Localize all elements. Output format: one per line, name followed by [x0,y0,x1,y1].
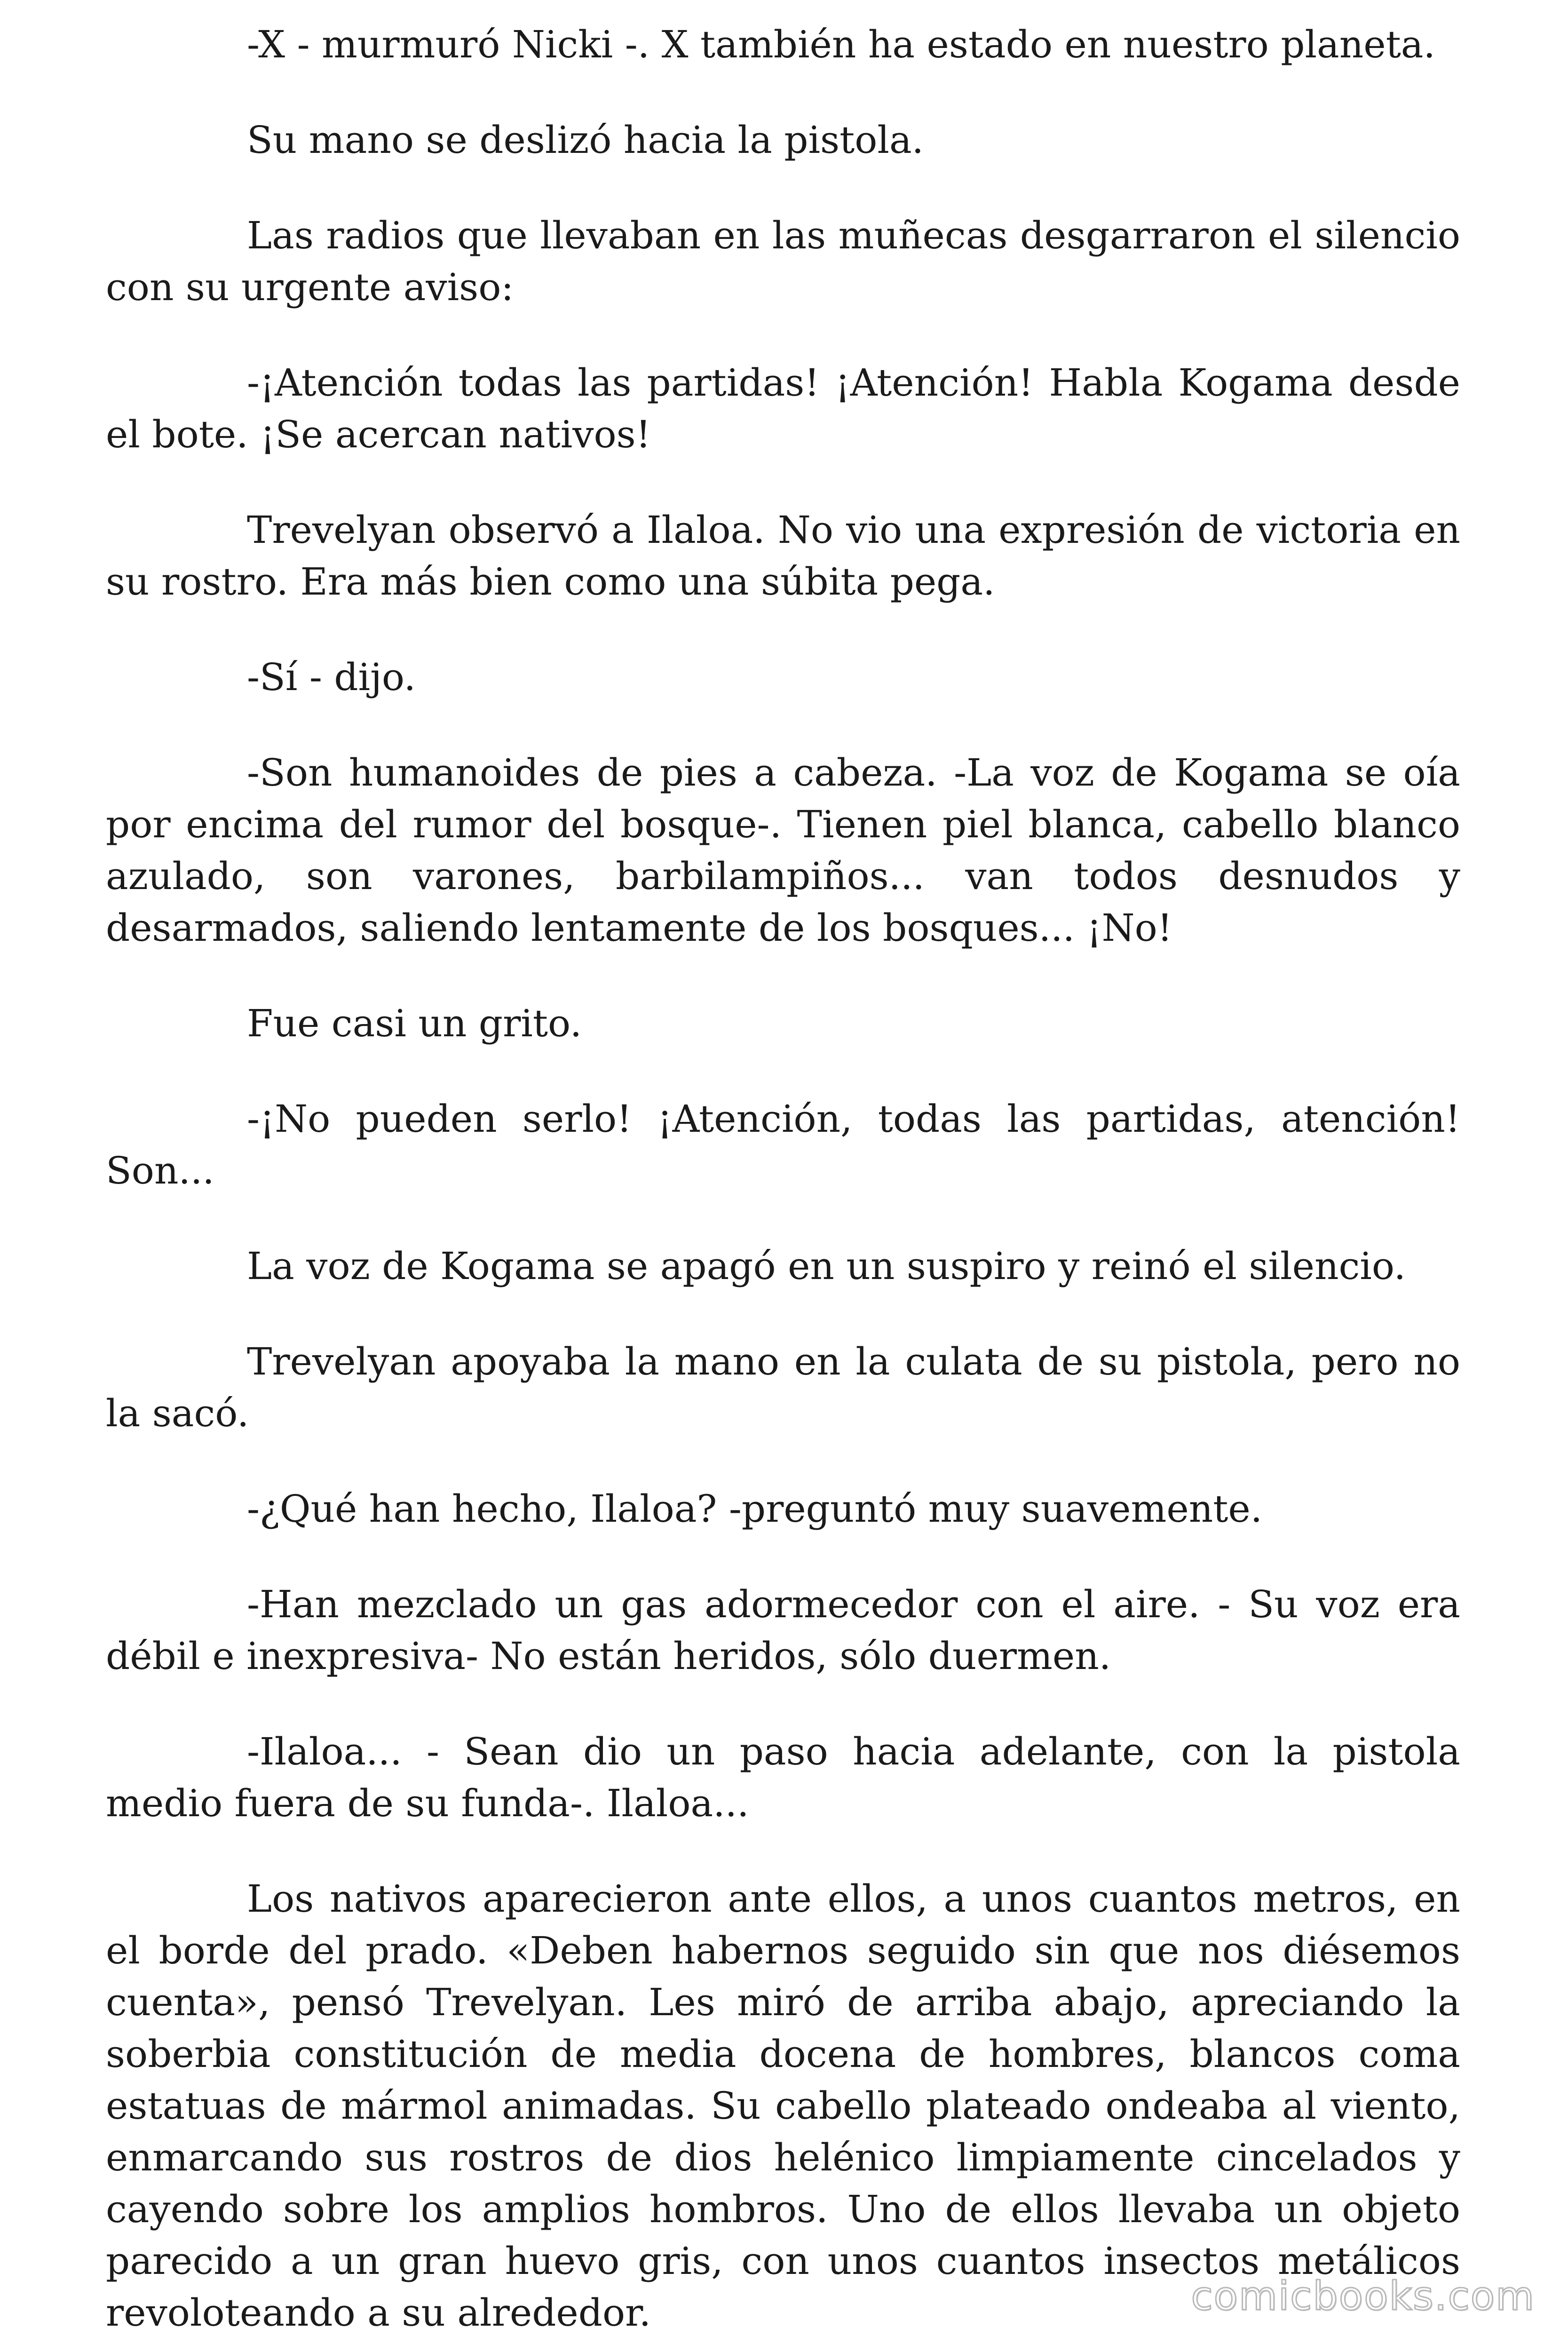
paragraph-7: -Son humanoides de pies a cabeza. -La voz de Kogama se oía por encima del rumor del bosque-. Tienen piel blanca, cabello blanco azulado, son varones, barbilampiños... van todos desnudos y desarmados, saliendo lentamente de los bosques... ¡No! [106,751,1460,950]
paragraph-9: -¡No pueden serlo! ¡Atención, todas las partidas, atención! Son... [106,1097,1460,1192]
paragraph-6: -Sí - dijo. [247,655,416,699]
paragraph-13: -Han mezclado un gas adormecedor con el aire. - Su voz era débil e inexpresiva- No están heridos, sólo duermen. [106,1582,1460,1678]
paragraph-11: Trevelyan apoyaba la mano en la culata de su pistola, pero no la sacó. [106,1340,1460,1435]
watermark: comicbooks.com [1191,2273,1535,2319]
paragraph-12: -¿Qué han hecho, Ilaloa? -preguntó muy suavemente. [247,1487,1263,1531]
paragraph-2: Su mano se deslizó hacia la pistola. [247,118,924,162]
paragraph-14: -Ilaloa... - Sean dio un paso hacia adelante, con la pistola medio fuera de su funda-. Ilaloa... [106,1730,1460,1825]
paragraph-1: -X - murmuró Nicki -. X también ha estado en nuestro planeta. [247,23,1435,66]
paragraph-4: -¡Atención todas las partidas! ¡Atención! Habla Kogama desde el bote. ¡Se acercan nativos! [106,361,1460,456]
body-text [106,19,1460,2352]
paragraph-5: Trevelyan observó a Ilaloa. No vio una expresión de victoria en su rostro. Era más bien como una súbita pega. [106,508,1460,604]
paragraph-3: Las radios que llevaban en las muñecas desgarraron el silencio con su urgente aviso: [106,214,1460,309]
paragraph-15: Los nativos aparecieron ante ellos, a unos cuantos metros, en el borde del prado. «Deben habernos seguido sin que nos diésemos cuenta», pensó Trevelyan. Les miró de arriba abajo, apreciando la soberbia constitución de media docena de hombres, blancos coma estatuas de mármol animadas. Su cabello plateado ondeaba al viento, enmarcando sus rostros de dios helénico limpiamente cincelados y cayendo sobre los amplios hombros. Uno de ellos llevaba un objeto parecido a un gran huevo gris, con unos cuantos insectos metálicos revoloteando a su alrededor. [106,1877,1460,2335]
paragraph-8: Fue casi un grito. [247,1001,582,1045]
paragraph-10: La voz de Kogama se apagó en un suspiro y reinó el silencio. [247,1244,1406,1288]
